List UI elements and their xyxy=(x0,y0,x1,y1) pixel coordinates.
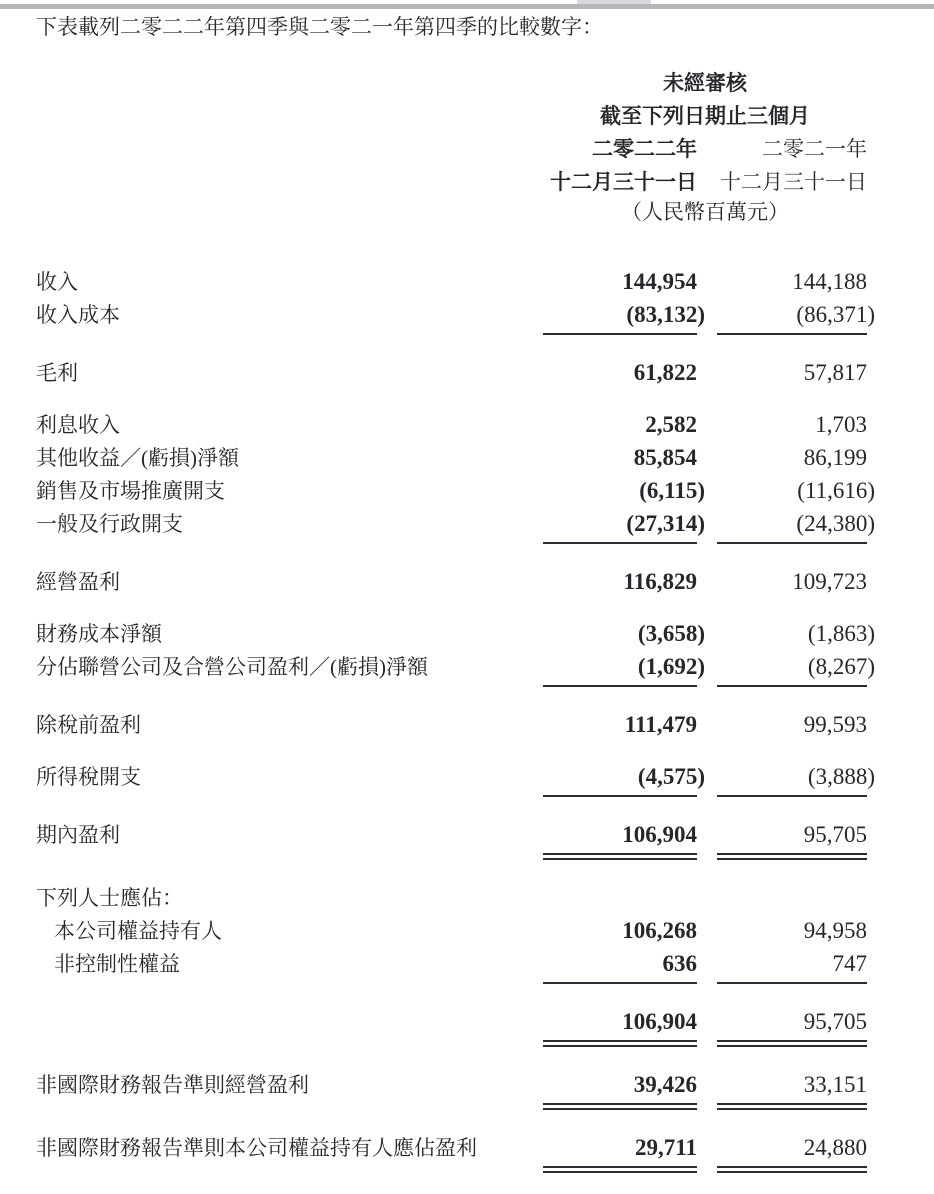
rule-line-2021 xyxy=(717,1040,867,1047)
value-cell-2022 xyxy=(543,301,705,329)
value-cell-2021 xyxy=(717,950,867,978)
value-2021: 57,817 xyxy=(803,360,867,385)
value-2021: (8,267) xyxy=(807,654,875,679)
row-label: 所得稅開支 xyxy=(36,765,141,789)
value-cell-2021 xyxy=(717,653,875,681)
row-label: 財務成本淨額 xyxy=(36,622,162,646)
value-2022: 39,426 xyxy=(633,1072,697,1097)
table-row xyxy=(36,510,875,538)
value-cell-2022 xyxy=(543,444,697,472)
rule-line-2021 xyxy=(717,542,867,544)
value-cell-2021 xyxy=(717,1071,867,1099)
row-label: 一般及行政開支 xyxy=(36,512,183,536)
value-cell-2022 xyxy=(543,620,705,648)
table-row xyxy=(36,268,867,296)
rule-spacer xyxy=(36,1040,543,1047)
value-cell-2021 xyxy=(717,763,875,791)
value-cell-2021 xyxy=(717,359,867,387)
table-row xyxy=(36,884,867,912)
value-cell-2022 xyxy=(543,917,697,945)
year-2021-header: 二零二一年 xyxy=(762,137,867,161)
table-row xyxy=(36,359,867,387)
column-gap xyxy=(697,982,717,984)
rule-spacer xyxy=(36,982,543,984)
total-rule xyxy=(36,1103,867,1110)
value-2022: 61,822 xyxy=(633,360,697,385)
rule-line-2021 xyxy=(717,1103,867,1110)
value-2021: 109,723 xyxy=(792,569,867,594)
value-2022: (83,132) xyxy=(626,302,705,327)
date-2022-header: 十二月三十一日 xyxy=(550,170,697,194)
sum-rule xyxy=(36,685,867,687)
unaudited-label: 未經審核 xyxy=(663,71,747,95)
row-label: 其他收益／(虧損)淨額 xyxy=(36,446,239,470)
rule-line-2022 xyxy=(543,542,697,544)
value-2022: 106,904 xyxy=(622,822,697,847)
table-header-row xyxy=(36,69,867,97)
rule-line-2022 xyxy=(543,853,697,860)
row-label: 期內盈利 xyxy=(36,823,120,847)
table-header-row xyxy=(36,135,867,163)
row-label: 分佔聯營公司及合營公司盈利／(虧損)淨額 xyxy=(36,655,428,679)
rule-line-2021 xyxy=(717,1166,867,1173)
value-cell-2022 xyxy=(543,884,697,912)
table-row xyxy=(36,1134,867,1162)
table-row xyxy=(36,1008,867,1036)
value-2022: 2,582 xyxy=(645,412,697,437)
total-rule xyxy=(36,1040,867,1047)
table-body xyxy=(36,268,875,1173)
sum-rule xyxy=(36,333,867,335)
value-cell-2022 xyxy=(543,568,697,596)
value-cell-2021 xyxy=(717,1008,867,1036)
rule-spacer xyxy=(36,333,543,335)
row-label: 收入成本 xyxy=(36,303,120,327)
table-row xyxy=(36,444,867,472)
table-row xyxy=(36,711,867,739)
row-label: 毛利 xyxy=(36,361,78,385)
value-2021: 99,593 xyxy=(803,712,867,737)
rule-line-2022 xyxy=(543,1166,697,1173)
column-gap xyxy=(697,1166,717,1173)
value-cell-2021 xyxy=(717,510,875,538)
currency-note: （人民幣百萬元） xyxy=(621,200,789,224)
table-row xyxy=(36,301,875,329)
value-2022: 116,829 xyxy=(623,569,697,594)
rule-spacer xyxy=(36,795,543,797)
value-2021: (3,888) xyxy=(807,764,875,789)
rule-spacer xyxy=(36,853,543,860)
value-2021: 144,188 xyxy=(792,269,867,294)
row-label: 非控制性權益 xyxy=(54,952,180,976)
value-2021: (1,863) xyxy=(807,621,875,646)
value-cell-2022 xyxy=(543,411,697,439)
value-cell-2022 xyxy=(543,821,697,849)
year-2022-header: 二零二二年 xyxy=(592,137,697,161)
value-cell-2021 xyxy=(717,917,867,945)
value-cell-2022 xyxy=(543,1134,697,1162)
rule-line-2022 xyxy=(543,982,697,984)
value-2022: 636 xyxy=(662,951,697,976)
table-row xyxy=(36,568,867,596)
value-cell-2022 xyxy=(543,359,697,387)
row-label: 下列人士應佔： xyxy=(36,886,183,910)
column-gap xyxy=(697,1103,717,1110)
value-2021: 1,703 xyxy=(815,412,867,437)
value-cell-2022 xyxy=(543,477,705,505)
column-gap xyxy=(697,542,717,544)
value-2021: (86,371) xyxy=(796,302,875,327)
value-cell-2022 xyxy=(543,1008,697,1036)
value-cell-2021 xyxy=(717,411,867,439)
rule-line-2022 xyxy=(543,795,697,797)
value-2021: 24,880 xyxy=(803,1135,867,1160)
rule-line-2021 xyxy=(717,982,867,984)
column-gap xyxy=(697,1040,717,1047)
rule-line-2021 xyxy=(717,853,867,860)
value-cell-2022 xyxy=(543,653,705,681)
value-cell-2021 xyxy=(717,444,867,472)
column-gap xyxy=(697,853,717,860)
row-label: 非國際財務報告準則本公司權益持有人應佔盈利 xyxy=(36,1136,477,1160)
value-cell-2021 xyxy=(717,821,867,849)
table-header-row xyxy=(36,168,867,196)
value-2021: 95,705 xyxy=(803,822,867,847)
rule-spacer xyxy=(36,542,543,544)
table-row xyxy=(36,411,867,439)
table-row xyxy=(36,763,875,791)
value-cell-2022 xyxy=(543,510,705,538)
value-cell-2021 xyxy=(717,301,875,329)
rule-line-2021 xyxy=(717,333,867,335)
page-separator-bar xyxy=(0,4,934,9)
rule-line-2022 xyxy=(543,333,697,335)
sum-rule xyxy=(36,795,867,797)
value-cell-2022 xyxy=(543,1071,697,1099)
value-cell-2021 xyxy=(717,568,867,596)
financial-table xyxy=(36,69,875,1173)
value-2022: 85,854 xyxy=(633,445,697,470)
value-cell-2021 xyxy=(717,268,867,296)
table-row xyxy=(36,821,867,849)
value-cell-2021 xyxy=(717,477,875,505)
value-2022: 111,479 xyxy=(624,712,697,737)
row-label: 利息收入 xyxy=(36,413,120,437)
value-2022: (1,692) xyxy=(637,654,705,679)
row-label: 收入 xyxy=(36,270,78,294)
row-label: 銷售及市場推廣開支 xyxy=(36,479,225,503)
rule-line-2021 xyxy=(717,685,867,687)
value-2022: 29,711 xyxy=(635,1135,697,1160)
rule-spacer xyxy=(36,685,543,687)
table-row xyxy=(36,620,875,648)
value-2021: 33,151 xyxy=(803,1072,867,1097)
period-label: 截至下列日期止三個月 xyxy=(600,104,810,128)
value-cell-2022 xyxy=(543,763,705,791)
column-gap xyxy=(697,685,717,687)
value-cell-2021 xyxy=(717,711,867,739)
value-2022: 106,268 xyxy=(622,918,697,943)
value-2022: 106,904 xyxy=(622,1009,697,1034)
table-row xyxy=(36,477,875,505)
rule-line-2022 xyxy=(543,1103,697,1110)
sum-rule xyxy=(36,542,867,544)
value-2022: (4,575) xyxy=(637,764,705,789)
row-label: 經營盈利 xyxy=(36,570,120,594)
total-rule xyxy=(36,853,867,860)
row-label: 非國際財務報告準則經營盈利 xyxy=(36,1073,309,1097)
column-gap xyxy=(697,795,717,797)
value-cell-2021 xyxy=(717,884,867,912)
table-row xyxy=(36,950,867,978)
value-2021: (11,616) xyxy=(797,478,875,503)
row-label: 本公司權益持有人 xyxy=(54,919,222,943)
rule-spacer xyxy=(36,1103,543,1110)
table-header-row xyxy=(36,102,867,130)
value-2022: (27,314) xyxy=(626,511,705,536)
sum-rule xyxy=(36,982,867,984)
value-2021: 86,199 xyxy=(803,445,867,470)
column-gap xyxy=(697,333,717,335)
value-cell-2021 xyxy=(717,620,875,648)
table-row xyxy=(36,917,867,945)
rule-line-2022 xyxy=(543,685,697,687)
value-cell-2022 xyxy=(543,268,697,296)
row-label: 除稅前盈利 xyxy=(36,713,141,737)
table-row xyxy=(36,653,875,681)
value-2022: (3,658) xyxy=(637,621,705,646)
value-2022: (6,115) xyxy=(639,478,705,503)
value-2021: 95,705 xyxy=(803,1009,867,1034)
rule-spacer xyxy=(36,1166,543,1173)
intro-text: 下表載列二零二二年第四季與二零二一年第四季的比較數字： xyxy=(36,15,603,39)
rule-line-2021 xyxy=(717,795,867,797)
value-2021: (24,380) xyxy=(796,511,875,536)
value-2021: 747 xyxy=(832,951,867,976)
value-2021: 94,958 xyxy=(803,918,867,943)
value-2022: 144,954 xyxy=(622,269,697,294)
value-cell-2021 xyxy=(717,1134,867,1162)
rule-line-2022 xyxy=(543,1040,697,1047)
table-row xyxy=(36,1071,867,1099)
total-rule xyxy=(36,1166,867,1173)
table-header-row xyxy=(36,198,867,226)
value-cell-2022 xyxy=(543,950,697,978)
value-cell-2022 xyxy=(543,711,697,739)
date-2021-header: 十二月三十一日 xyxy=(720,170,867,194)
